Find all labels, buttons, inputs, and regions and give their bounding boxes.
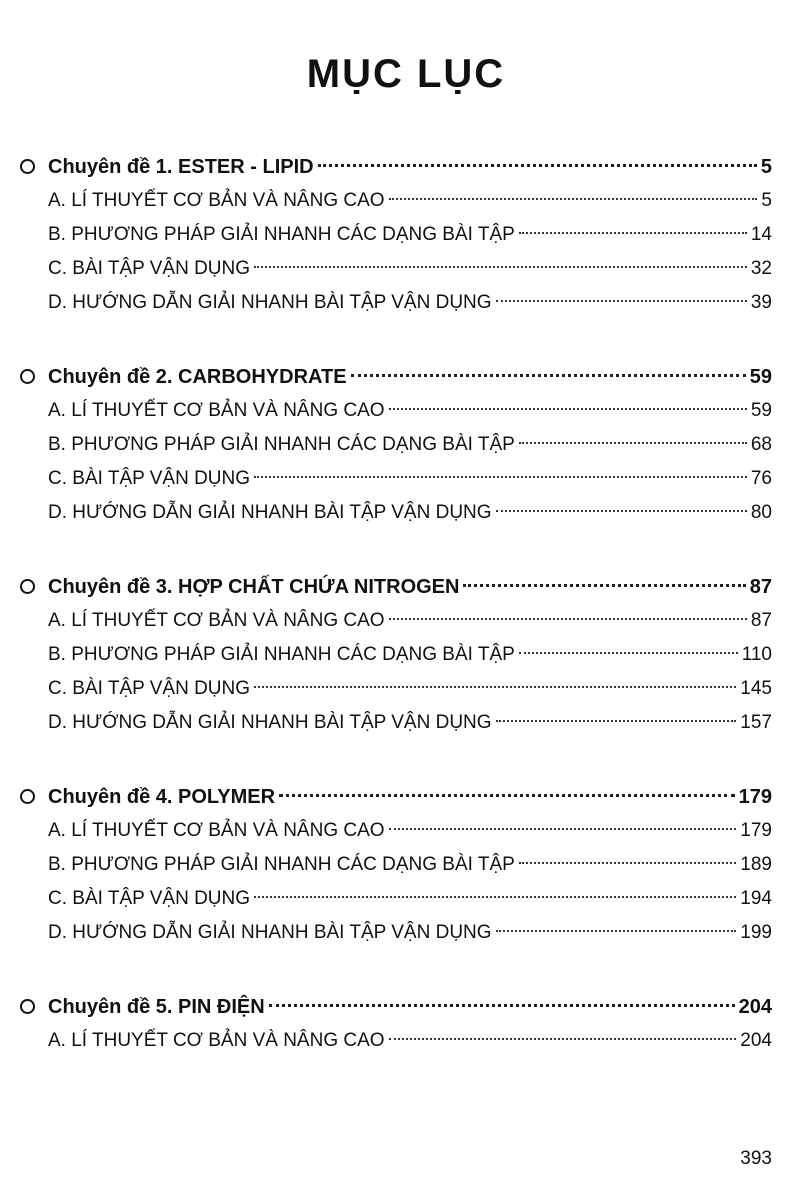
toc-chapter-1	[20, 150, 772, 320]
entry-page: 5	[761, 190, 772, 211]
chapter-heading-row[interactable]	[20, 360, 772, 394]
entry-title: B. PHƯƠNG PHÁP GIẢI NHANH CÁC DẠNG BÀI TẬP	[48, 224, 515, 245]
entry-page: 194	[740, 888, 772, 909]
entry-title: D. HƯỚNG DẪN GIẢI NHANH BÀI TẬP VẬN DỤNG	[48, 292, 492, 313]
entry-title: C. BÀI TẬP VẬN DỤNG	[48, 468, 251, 489]
entry-page: 32	[750, 258, 772, 279]
toc-entry[interactable]	[20, 638, 772, 672]
dot-leader	[463, 584, 745, 587]
dot-leader	[496, 720, 737, 722]
entry-title: A. LÍ THUYẾT CƠ BẢN VÀ NÂNG CAO	[48, 1030, 385, 1051]
entry-title: D. HƯỚNG DẪN GIẢI NHANH BÀI TẬP VẬN DỤNG	[48, 922, 492, 943]
dot-leader	[389, 408, 747, 410]
page-title: MỤC LỤC	[306, 52, 506, 96]
toc-chapter-5	[20, 990, 772, 1058]
entry-title: D. HƯỚNG DẪN GIẢI NHANH BÀI TẬP VẬN DỤNG	[48, 502, 492, 523]
entry-page: 189	[740, 854, 772, 875]
dot-leader	[279, 794, 735, 797]
toc-entry[interactable]	[20, 672, 772, 706]
entry-title: A. LÍ THUYẾT CƠ BẢN VÀ NÂNG CAO	[48, 610, 385, 631]
chapter-page: 179	[738, 786, 772, 808]
toc-entry[interactable]	[20, 462, 772, 496]
dot-leader	[519, 232, 747, 234]
entry-title: A. LÍ THUYẾT CƠ BẢN VÀ NÂNG CAO	[48, 400, 385, 421]
toc-entry[interactable]	[20, 252, 772, 286]
chapter-title: Chuyên đề 1. ESTER - LIPID	[48, 156, 314, 178]
entry-page: 199	[740, 922, 772, 943]
dot-leader	[519, 442, 747, 444]
chapter-page: 204	[738, 996, 772, 1018]
entry-title: C. BÀI TẬP VẬN DỤNG	[48, 678, 251, 699]
dot-leader	[254, 476, 747, 478]
dot-leader	[254, 266, 747, 268]
toc-entry[interactable]	[20, 428, 772, 462]
entry-page: 59	[750, 400, 772, 421]
toc-chapter-2	[20, 360, 772, 530]
toc-entry[interactable]	[20, 916, 772, 950]
toc-entry[interactable]	[20, 1024, 772, 1058]
dot-leader	[389, 1038, 737, 1040]
entry-title: D. HƯỚNG DẪN GIẢI NHANH BÀI TẬP VẬN DỤNG	[48, 712, 492, 733]
dot-leader	[519, 862, 736, 864]
toc-entry[interactable]	[20, 218, 772, 252]
entry-page: 110	[741, 644, 772, 665]
chapter-title: Chuyên đề 3. HỢP CHẤT CHỨA NITROGEN	[48, 576, 460, 598]
circle-bullet-icon	[20, 369, 35, 384]
entry-title: C. BÀI TẬP VẬN DỤNG	[48, 258, 251, 279]
dot-leader	[318, 164, 757, 167]
toc-entry[interactable]	[20, 286, 772, 320]
entry-title: B. PHƯƠNG PHÁP GIẢI NHANH CÁC DẠNG BÀI TẬP	[48, 644, 515, 665]
dot-leader	[389, 198, 758, 200]
entry-title: C. BÀI TẬP VẬN DỤNG	[48, 888, 251, 909]
chapter-heading-row[interactable]	[20, 990, 772, 1024]
entry-page: 87	[750, 610, 772, 631]
toc-entry[interactable]	[20, 882, 772, 916]
page-number: 393	[740, 1148, 772, 1169]
entry-page: 179	[740, 820, 772, 841]
dot-leader	[389, 618, 747, 620]
circle-bullet-icon	[20, 159, 35, 174]
entry-title: A. LÍ THUYẾT CƠ BẢN VÀ NÂNG CAO	[48, 190, 385, 211]
dot-leader	[254, 686, 736, 688]
toc-entry[interactable]	[20, 814, 772, 848]
entry-page: 14	[750, 224, 772, 245]
chapter-heading-row[interactable]	[20, 150, 772, 184]
toc-entry[interactable]	[20, 184, 772, 218]
dot-leader	[519, 652, 738, 654]
circle-bullet-icon	[20, 999, 35, 1014]
entry-page: 39	[750, 292, 772, 313]
toc-entry[interactable]	[20, 706, 772, 740]
chapter-page: 5	[760, 156, 772, 178]
dot-leader	[389, 828, 737, 830]
entry-page: 68	[750, 434, 772, 455]
chapter-title: Chuyên đề 2. CARBOHYDRATE	[48, 366, 347, 388]
dot-leader	[269, 1004, 735, 1007]
chapter-page: 59	[749, 366, 772, 388]
entry-page: 157	[740, 712, 772, 733]
dot-leader	[254, 896, 736, 898]
circle-bullet-icon	[20, 579, 35, 594]
toc-entry[interactable]	[20, 848, 772, 882]
circle-bullet-icon	[20, 789, 35, 804]
toc-entry[interactable]	[20, 496, 772, 530]
dot-leader	[496, 930, 737, 932]
chapter-heading-row[interactable]	[20, 570, 772, 604]
dot-leader	[496, 510, 747, 512]
dot-leader	[351, 374, 746, 377]
entry-page: 145	[740, 678, 772, 699]
toc-entry[interactable]	[20, 394, 772, 428]
entry-page: 204	[740, 1030, 772, 1051]
entry-title: B. PHƯƠNG PHÁP GIẢI NHANH CÁC DẠNG BÀI TẬP	[48, 434, 515, 455]
entry-title: A. LÍ THUYẾT CƠ BẢN VÀ NÂNG CAO	[48, 820, 385, 841]
chapter-heading-row[interactable]	[20, 780, 772, 814]
entry-page: 80	[750, 502, 772, 523]
entry-page: 76	[750, 468, 772, 489]
chapter-title: Chuyên đề 5. PIN ĐIỆN	[48, 996, 265, 1018]
chapter-title: Chuyên đề 4. POLYMER	[48, 786, 276, 808]
chapter-page: 87	[749, 576, 772, 598]
toc-chapter-4	[20, 780, 772, 950]
dot-leader	[496, 300, 747, 302]
toc-entry[interactable]	[20, 604, 772, 638]
toc-chapter-3	[20, 570, 772, 740]
entry-title: B. PHƯƠNG PHÁP GIẢI NHANH CÁC DẠNG BÀI TẬP	[48, 854, 515, 875]
table-of-contents	[20, 150, 772, 1098]
